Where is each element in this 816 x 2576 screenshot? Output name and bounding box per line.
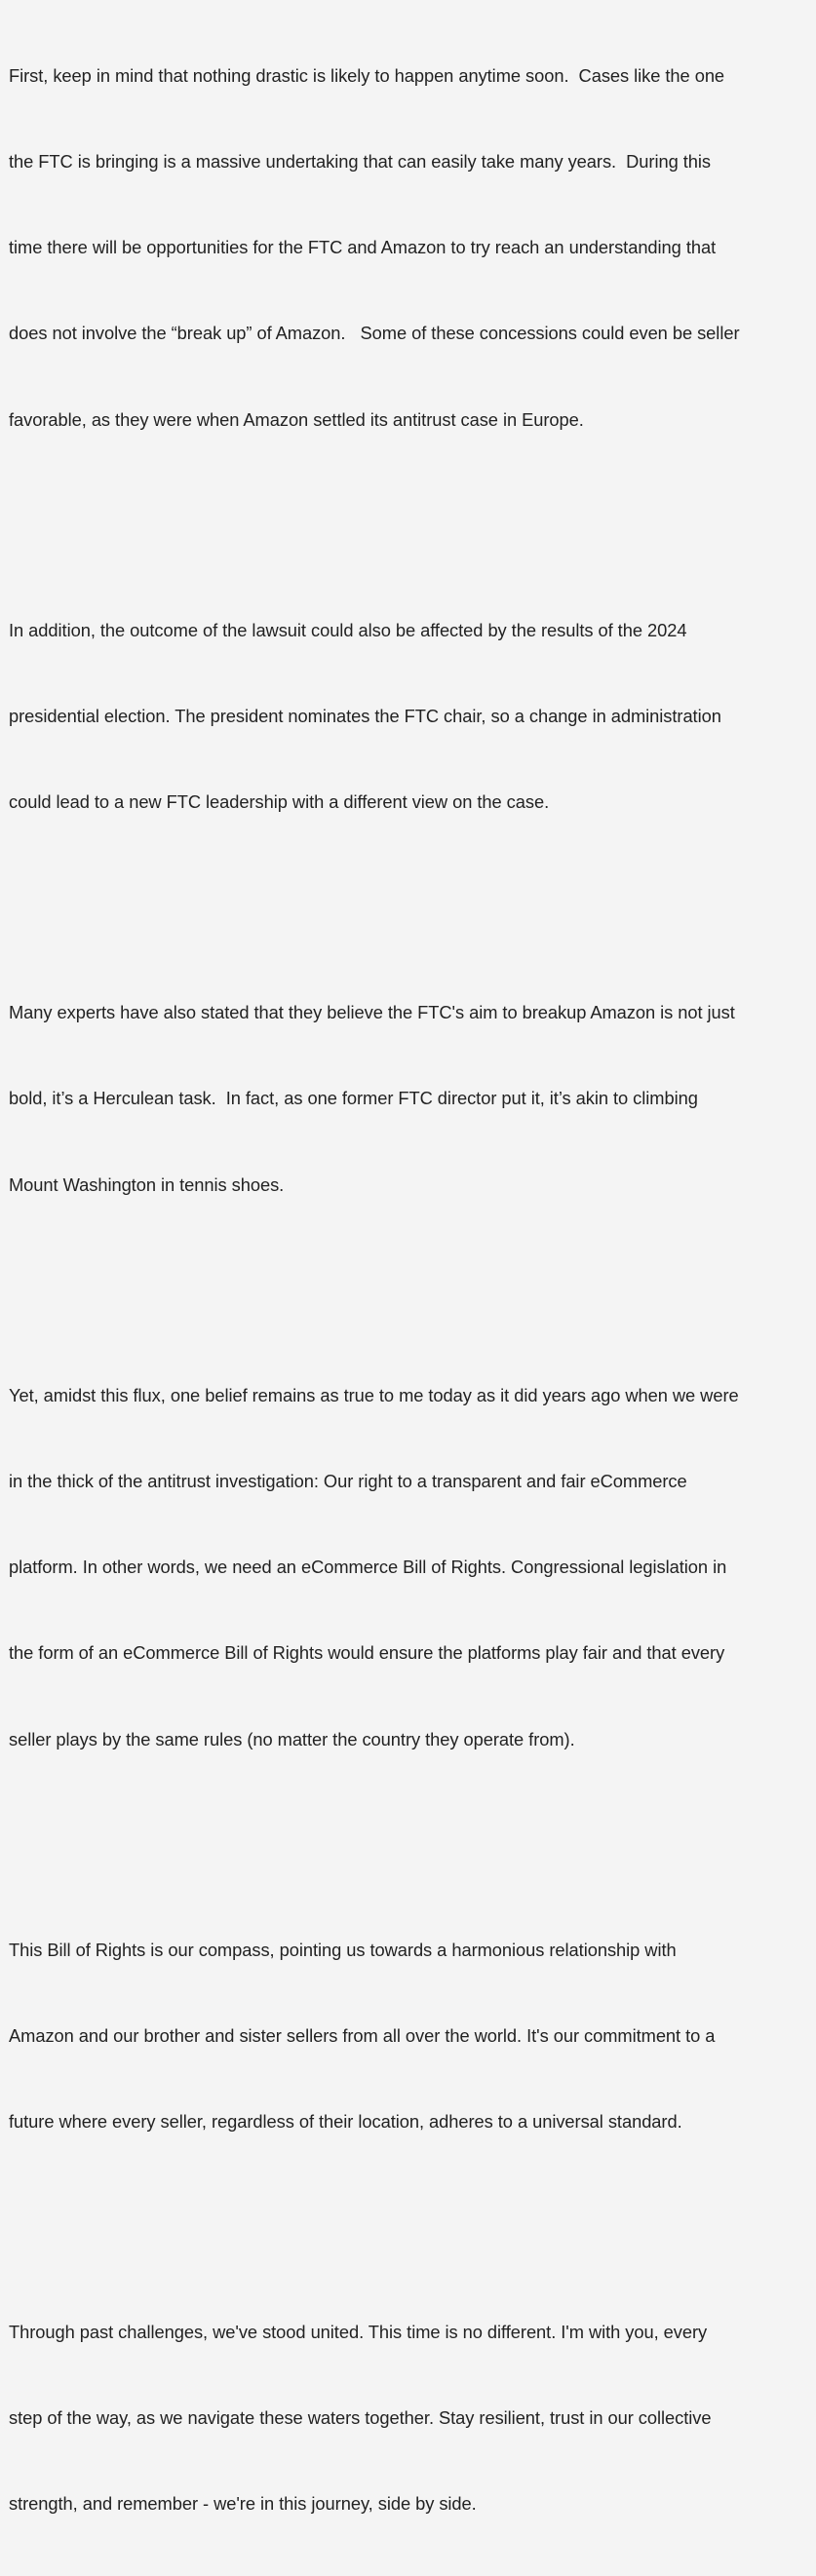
text-line: favorable, as they were when Amazon settled its antitrust case in Europe.: [9, 408, 584, 430]
text-line: First, keep in mind that nothing drastic is likely to happen anytime soon. Cases like the one: [9, 64, 725, 86]
text-line: Many experts have also stated that they believe the FTC's aim to breakup Amazon is not just: [9, 1002, 735, 1023]
text-line: could lead to a new FTC leadership with a different view on the case.: [9, 791, 550, 813]
text-line: future where every seller, regardless of their location, adheres to a universal standard.: [9, 2111, 682, 2132]
text-line: Yet, amidst this flux, one belief remains as true to me today as it did years ago when we were: [9, 1384, 739, 1405]
text-line: Amazon and our brother and sister sellers from all over the world. It's our commitment to a: [9, 2024, 716, 2046]
text-line: does not involve the “break up” of Amazon. Some of these concessions could even be seller: [9, 323, 740, 344]
paragraph-ftc-timeline: [9, 4, 816, 491]
text-line: the form of an eCommerce Bill of Rights would ensure the platforms play fair and that every: [9, 1642, 725, 1664]
paragraph-compass: [9, 1878, 816, 2193]
text-line: This Bill of Rights is our compass, pointing us towards a harmonious relationship with: [9, 1939, 677, 1960]
text-line: In addition, the outcome of the lawsuit could also be affected by the results of the 2024: [9, 619, 687, 640]
text-line: step of the way, as we navigate these waters together. Stay resilient, trust in our collective: [9, 2407, 712, 2429]
paragraph-experts: [9, 941, 816, 1255]
text-line: time there will be opportunities for the FTC and Amazon to try reach an understanding that: [9, 237, 717, 258]
text-line: the FTC is bringing is a massive undertaking that can easily take many years. During this: [9, 151, 711, 173]
text-line: platform. In other words, we need an eCommerce Bill of Rights. Congressional legislation in: [9, 1557, 727, 1578]
text-line: in the thick of the antitrust investigation: Our right to a transparent and fair eCommerce: [9, 1470, 687, 1491]
text-line: presidential election. The president nominates the FTC chair, so a change in administration: [9, 705, 721, 726]
text-line: Through past challenges, we've stood united. This time is no different. I'm with you, every: [9, 2322, 708, 2343]
text-line: strength, and remember - we're in this journey, side by side.: [9, 2493, 477, 2515]
text-line: seller plays by the same rules (no matter the country they operate from).: [9, 1728, 575, 1749]
paragraph-bill-of-rights: [9, 1324, 816, 1811]
paragraph-closing: [9, 2260, 816, 2575]
text-line: bold, it’s a Herculean task. In fact, as one former FTC director put it, it’s akin to climbing: [9, 1088, 698, 1109]
paragraph-election: [9, 558, 816, 873]
text-line: Mount Washington in tennis shoes.: [9, 1173, 285, 1195]
